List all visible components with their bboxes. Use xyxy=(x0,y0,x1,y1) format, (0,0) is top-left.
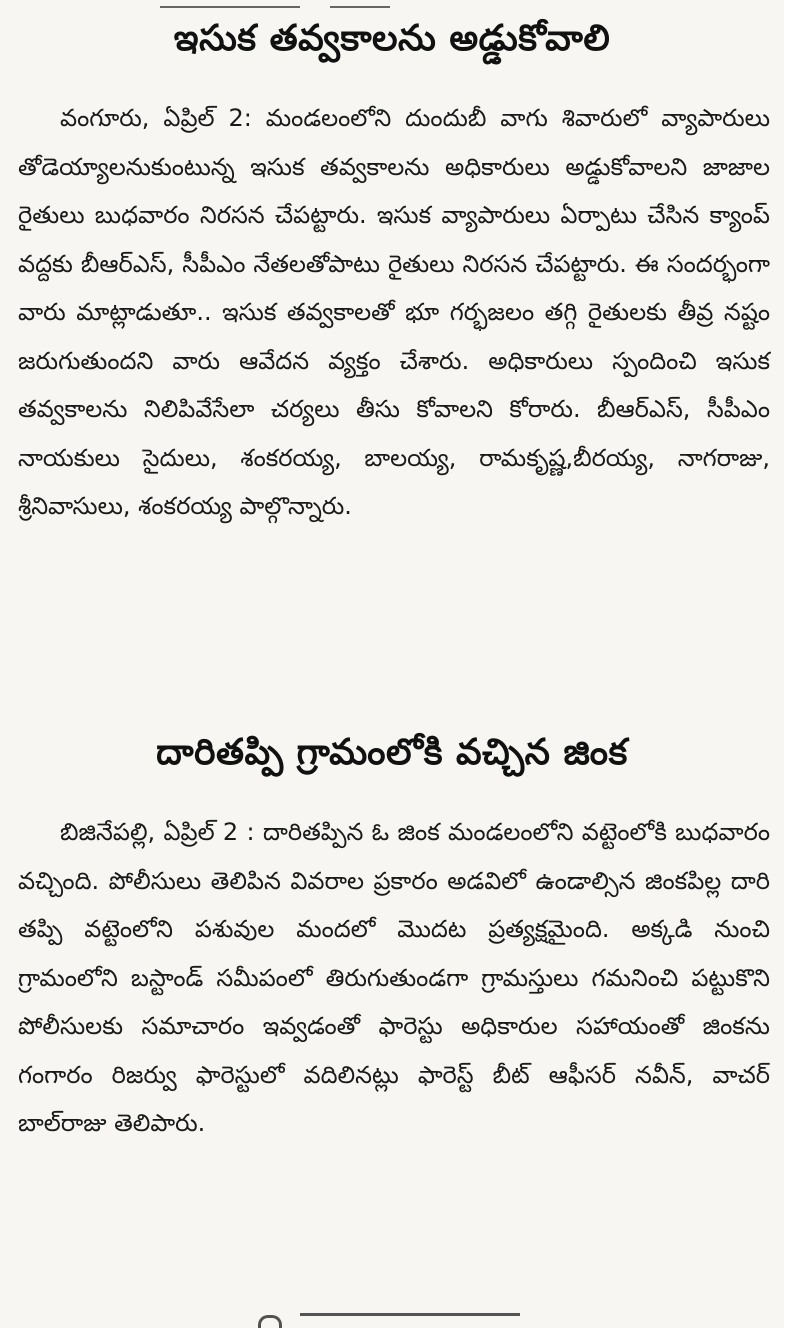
article-2-headline: దారితప్పి గ్రామంలోకి వచ్చిన జింక xyxy=(156,732,628,773)
article-2-body: బిజినేపల్లి, ఏప్రిల్ 2 : దారితప్పిన ఓ జింక మండలంలోని వట్టెంలోకి బుధవారం వచ్చింది. పోలీసులు తెలిపిన వివరాల ప్రకారం అడవిలో ఉండాల్సిన జింకపిల్ల దారి తప్పి వట్టెంలోని పశువుల మందలో మొదట ప్రత్యక్షమైంది. అక్కడి నుంచి గ్రామంలోని బస్టాండ్ సమీపంలో తిరుగుతుండగా గ్రామస్తులు గమనించి పట్టుకొని పోలీసులకు సమాచారం ఇవ్వడంతో ఫారెస్టు అధికారుల సహాయంతో జింకను గంగారం రిజర్వు ఫారెస్టులో వదిలినట్లు ఫారెస్ట్ బీట్ ఆఫీసర్ నవీన్, వాచర్ బాల్‌రాజు తెలిపారు. xyxy=(18,818,770,1137)
clipped-text-remnant-top xyxy=(160,0,300,8)
clipped-text-remnant-bottom xyxy=(300,1313,520,1328)
clipped-text-remnant-top xyxy=(330,0,390,8)
clipped-text-remnant-bottom xyxy=(258,1315,282,1328)
page-margin xyxy=(784,0,800,1328)
article-1-body: వంగూరు, ఏప్రిల్ 2: మండలంలోని దుందుబీ వాగు శివారులో వ్యాపారులు తోడెయ్యాలనుకుంటున్న ఇసుక తవ్వకాలను అధికారులు అడ్డుకోవాలని జాజాల రైతులు బుధవారం నిరసన చేపట్టారు. ఇసుక వ్యాపారులు ఏర్పాటు చేసిన క్యాంప్ వద్దకు బీఆర్‌ఎస్, సీపీఎం నేతలతోపాటు రైతులు నిరసన చేపట్టారు. ఈ సందర్భంగా వారు మాట్లాడుతూ.. ఇసుక తవ్వకాలతో భూ గర్భజలం తగ్గి రైతులకు తీవ్ర నష్టం జరుగుతుందని వారు ఆవేదన వ్యక్తం చేశారు. అధికారులు స్పందించి ఇసుక తవ్వకాలను నిలిపివేసేలా చర్యలు తీసు కోవాలని కోరారు. బీఆర్‌ఎస్, సీపీఎం నాయకులు సైదులు, శంకరయ్య, బాలయ్య, రామకృష్ణ,బీరయ్య, నాగరాజు, శ్రీనివాసులు, శంకరయ్య పాల్గొన్నారు. xyxy=(18,104,770,520)
article-1-headline: ఇసుక తవ్వకాలను అడ్డుకోవాలి xyxy=(173,18,611,59)
